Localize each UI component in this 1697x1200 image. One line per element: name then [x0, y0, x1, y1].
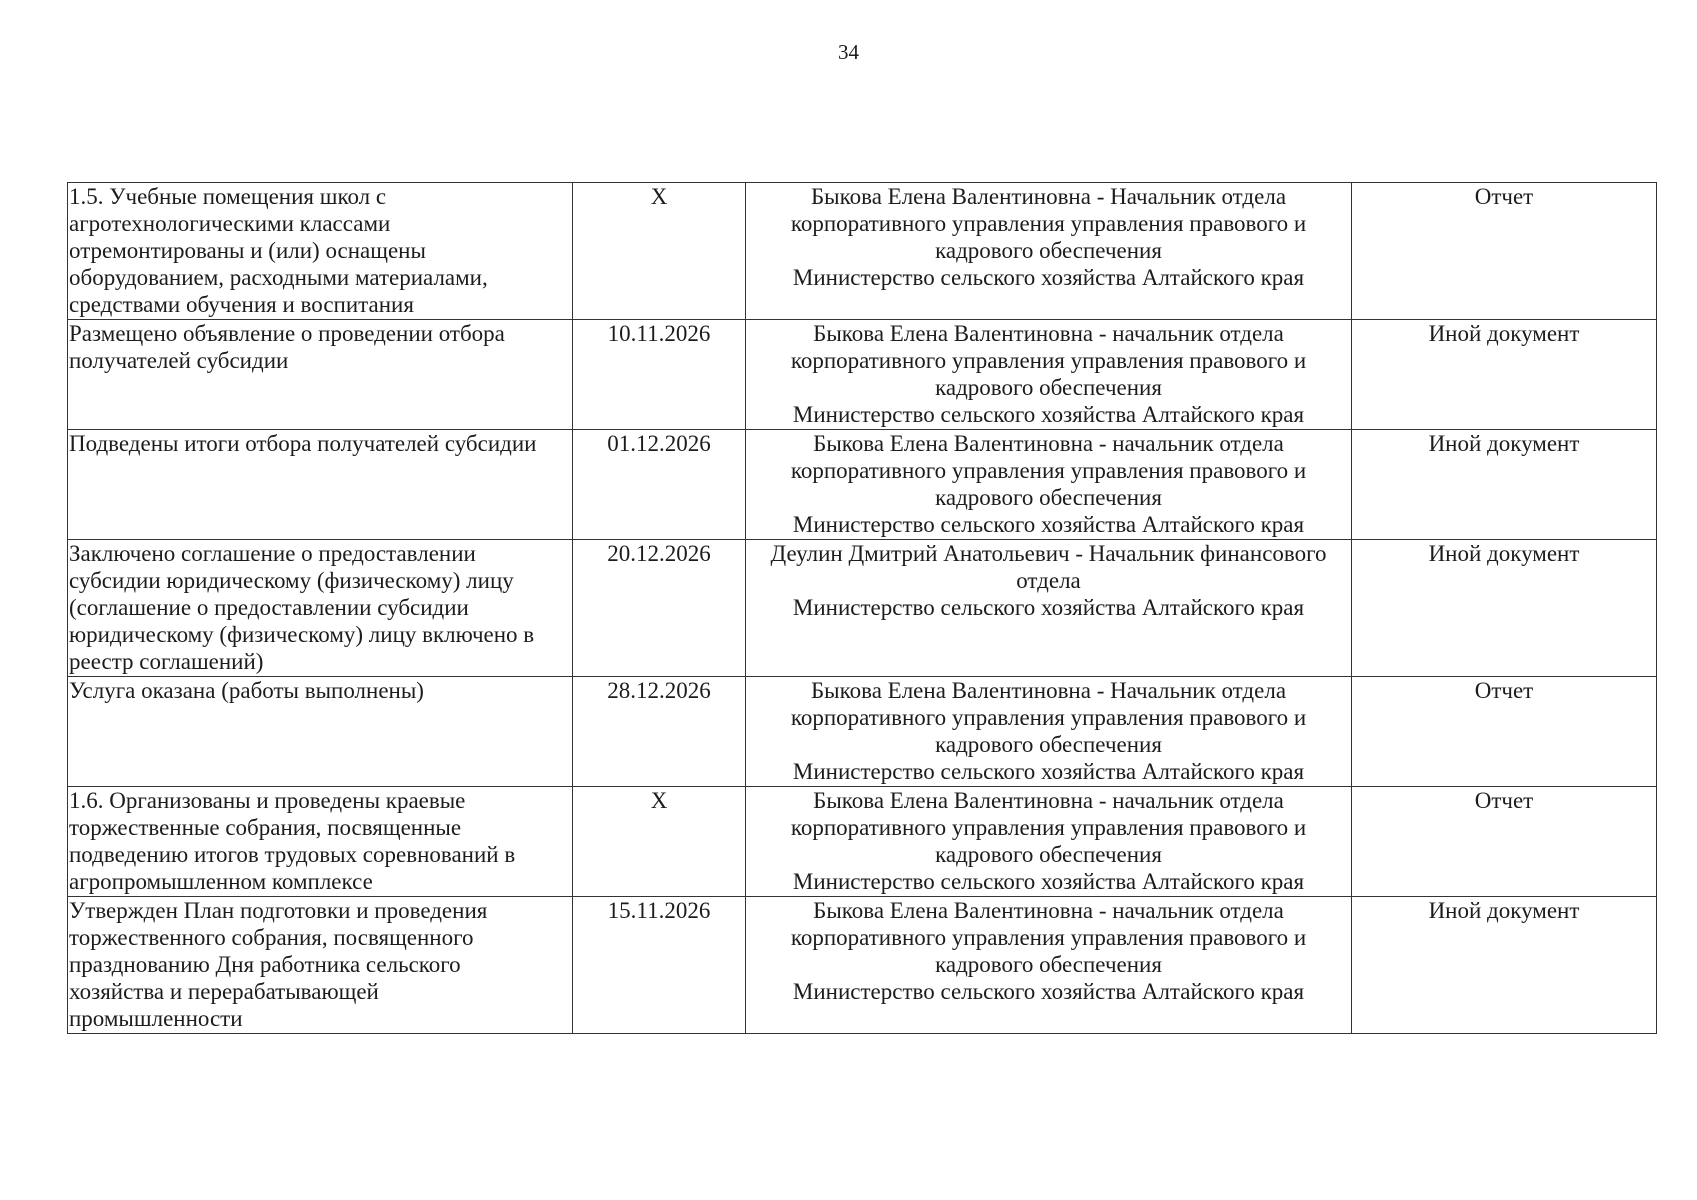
responsible-cell: [746, 787, 1352, 897]
responsible-text: отдела: [1016, 568, 1081, 593]
table-row: [68, 787, 1657, 897]
responsible-text: Быкова Елена Валентиновна - начальник отдела: [813, 321, 1284, 346]
responsible-text: кадрового обеспечения: [935, 375, 1162, 400]
event-text: Подведены итоги отбора получателей субсидии: [69, 431, 537, 456]
table-row: [68, 897, 1657, 1034]
responsible-text: корпоративного управления управления правового и: [790, 211, 1307, 236]
event-text: (соглашение о предоставлении субсидии: [69, 595, 469, 620]
event-text: субсидии юридическому (физическому) лицу: [69, 568, 514, 593]
event-text: 1.6. Организованы и проведены краевые: [69, 788, 466, 813]
table-row: [68, 320, 1657, 430]
event-text: оборудованием, расходными материалами,: [69, 265, 488, 290]
responsible-text: Министерство сельского хозяйства Алтайского края: [792, 759, 1305, 784]
event-cell: [68, 183, 573, 320]
document-type-cell: Отчет: [1352, 183, 1657, 320]
document-type-cell: Иной документ: [1352, 540, 1657, 677]
responsible-cell: [746, 677, 1352, 787]
event-cell: [68, 320, 573, 430]
document-type-cell: Иной документ: [1352, 897, 1657, 1034]
date-cell: 15.11.2026: [573, 897, 746, 1034]
responsible-text: Министерство сельского хозяйства Алтайского края: [792, 595, 1305, 620]
responsible-text: Министерство сельского хозяйства Алтайского края: [792, 402, 1305, 427]
event-text: юридическому (физическому) лицу включено в: [69, 622, 535, 647]
table-row: [68, 540, 1657, 677]
event-text: получателей субсидии: [69, 348, 289, 373]
table-row: [68, 183, 1657, 320]
event-text: промышленности: [69, 1006, 243, 1031]
event-text: средствами обучения и воспитания: [69, 292, 414, 317]
responsible-text: корпоративного управления управления правового и: [790, 348, 1307, 373]
event-cell: [68, 430, 573, 540]
responsible-text: Быкова Елена Валентиновна - начальник отдела: [813, 431, 1284, 456]
event-cell: [68, 787, 573, 897]
responsible-text: кадрового обеспечения: [935, 842, 1162, 867]
plan-table-body: [68, 183, 1657, 1034]
event-text: 1.5. Учебные помещения школ с: [69, 184, 387, 209]
responsible-text: кадрового обеспечения: [935, 238, 1162, 263]
event-text: агропромышленном комплексе: [69, 869, 373, 894]
responsible-text: Быкова Елена Валентиновна - начальник отдела: [813, 898, 1284, 923]
event-text: агротехнологическими классами: [69, 211, 391, 236]
event-cell: [68, 897, 573, 1034]
date-cell: 28.12.2026: [573, 677, 746, 787]
event-text: торжественного собрания, посвященного: [69, 925, 474, 950]
responsible-text: кадрового обеспечения: [935, 485, 1162, 510]
document-type-cell: Иной документ: [1352, 320, 1657, 430]
responsible-cell: [746, 320, 1352, 430]
responsible-text: Министерство сельского хозяйства Алтайского края: [792, 979, 1305, 1004]
responsible-text: Быкова Елена Валентиновна - начальник отдела: [813, 788, 1284, 813]
event-text: торжественные собрания, посвященные: [69, 815, 462, 840]
responsible-text: корпоративного управления управления правового и: [790, 705, 1307, 730]
responsible-text: Быкова Елена Валентиновна - Начальник отдела: [810, 678, 1287, 703]
event-text: празднованию Дня работника сельского: [69, 952, 461, 977]
responsible-text: Деулин Дмитрий Анатольевич - Начальник финансового: [770, 541, 1327, 566]
event-text: отремонтированы и (или) оснащены: [69, 238, 426, 263]
event-text: Размещено объявление о проведении отбора: [69, 321, 505, 346]
plan-table: [67, 182, 1657, 1034]
document-type-cell: Иной документ: [1352, 430, 1657, 540]
event-text: подведению итогов трудовых соревнований в: [69, 842, 516, 867]
event-text: Утвержден План подготовки и проведения: [69, 898, 488, 923]
document-type-cell: Отчет: [1352, 677, 1657, 787]
responsible-text: корпоративного управления управления правового и: [790, 925, 1307, 950]
date-cell: 20.12.2026: [573, 540, 746, 677]
responsible-cell: [746, 540, 1352, 677]
date-cell: X: [573, 787, 746, 897]
responsible-text: Министерство сельского хозяйства Алтайского края: [792, 512, 1305, 537]
event-text: Заключено соглашение о предоставлении: [69, 541, 476, 566]
date-cell: 01.12.2026: [573, 430, 746, 540]
responsible-text: кадрового обеспечения: [935, 732, 1162, 757]
responsible-text: Министерство сельского хозяйства Алтайского края: [792, 869, 1305, 894]
responsible-text: Министерство сельского хозяйства Алтайского края: [792, 265, 1305, 290]
event-text: Услуга оказана (работы выполнены): [69, 678, 424, 703]
responsible-cell: [746, 430, 1352, 540]
page-number: 34: [838, 40, 859, 64]
date-cell: X: [573, 183, 746, 320]
responsible-text: корпоративного управления управления правового и: [790, 815, 1307, 840]
event-text: реестр соглашений): [69, 649, 264, 674]
event-text: хозяйства и перерабатывающей: [69, 979, 379, 1004]
table-row: [68, 677, 1657, 787]
responsible-text: Быкова Елена Валентиновна - Начальник отдела: [810, 184, 1287, 209]
event-cell: [68, 540, 573, 677]
responsible-cell: [746, 897, 1352, 1034]
event-cell: [68, 677, 573, 787]
table-row: [68, 430, 1657, 540]
responsible-text: кадрового обеспечения: [935, 952, 1162, 977]
date-cell: 10.11.2026: [573, 320, 746, 430]
responsible-text: корпоративного управления управления правового и: [790, 458, 1307, 483]
document-type-cell: Отчет: [1352, 787, 1657, 897]
responsible-cell: [746, 183, 1352, 320]
